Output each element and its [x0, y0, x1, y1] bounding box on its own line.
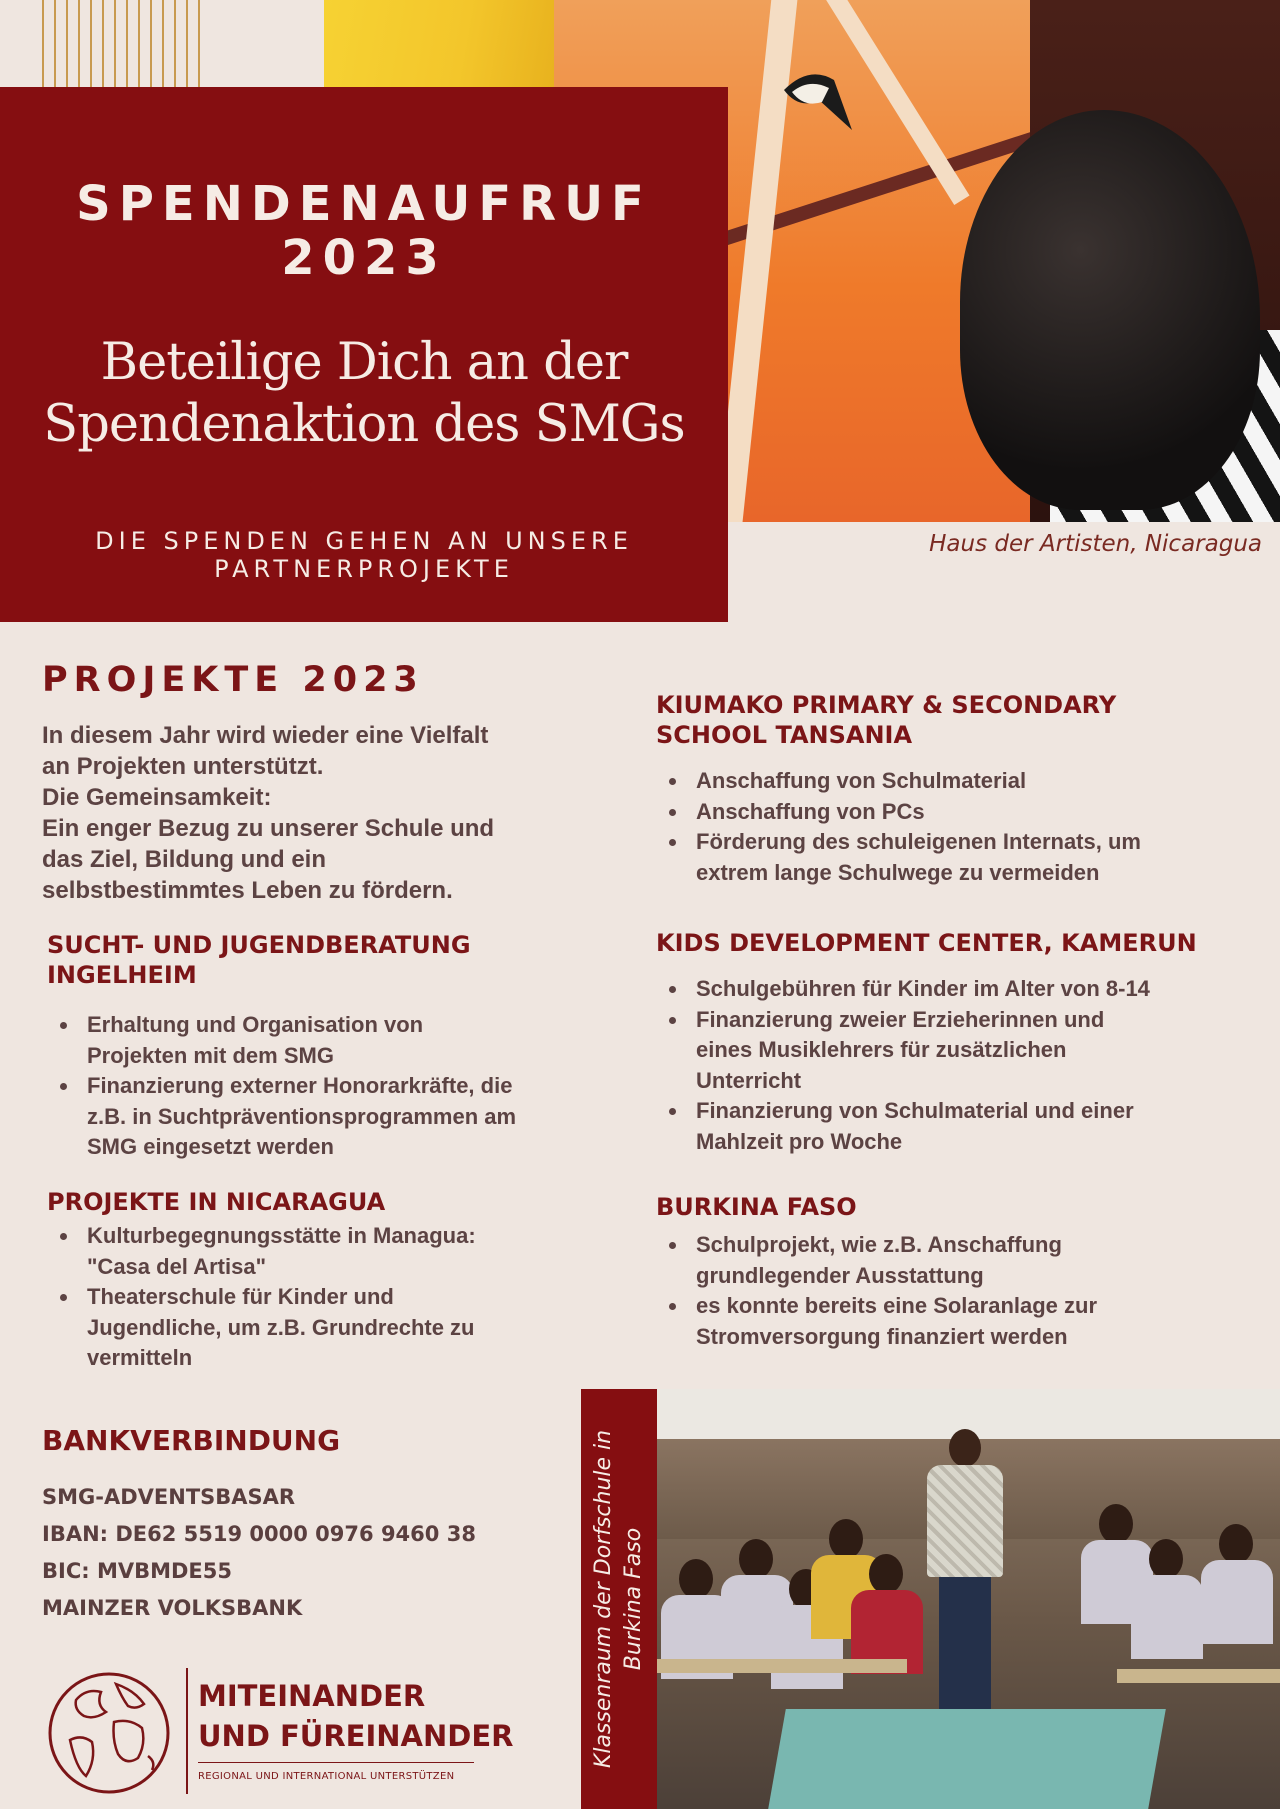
- bank-account-name: SMG-ADVENTSBASAR: [42, 1485, 296, 1509]
- photo-student: [1197, 1524, 1277, 1644]
- section-nicaragua: [47, 1187, 587, 1374]
- list-item: Finanzierung zweier Erzieherinnen und eines Musiklehrers für zusätzlichen Unterricht: [656, 1005, 1256, 1097]
- section-title: SUCHT- UND JUGENDBERATUNG INGELHEIM: [47, 931, 471, 989]
- hero-photo-caption: Haus der Artisten, Nicaragua: [929, 531, 1262, 557]
- logo-tagline: REGIONAL UND INTERNATIONAL UNTERSTÜTZEN: [198, 1771, 455, 1782]
- list-item: Theaterschule für Kinder und Jugendliche, um z.B. Grundrechte zu vermitteln: [47, 1282, 587, 1374]
- hero-box: [0, 87, 728, 622]
- photo-student: [847, 1554, 927, 1674]
- gold-line: [54, 0, 56, 98]
- mural-yellow-area: [324, 0, 554, 90]
- list-item: Finanzierung von Schulmaterial und einer Mahlzeit pro Woche: [656, 1096, 1256, 1157]
- projects-heading: PROJEKTE 2023: [42, 660, 424, 700]
- section-sucht: [47, 930, 587, 1163]
- logo-divider: [186, 1668, 188, 1794]
- logo-name: MITEINANDER UND FÜREINANDER: [198, 1679, 514, 1753]
- gold-line: [198, 0, 200, 93]
- photo-student: [1127, 1539, 1207, 1659]
- photo-desk: [1117, 1669, 1280, 1683]
- section-title: PROJEKTE IN NICARAGUA: [47, 1188, 386, 1216]
- hero-kicker: SPENDENAUFRUF 2023: [76, 176, 652, 286]
- list-item: es konnte bereits eine Solaranlage zur Stromversorgung finanziert werden: [656, 1291, 1236, 1352]
- logo-rule: [198, 1762, 474, 1763]
- section-title: KIUMAKO PRIMARY & SECONDARY SCHOOL TANSANIA: [656, 691, 1117, 749]
- list-item-line: Kulturbegegnungsstätte in Managua: "Casa del Artisa": [87, 1223, 476, 1279]
- gold-line: [42, 0, 44, 93]
- list-item: Schulgebühren für Kinder im Alter von 8-14: [656, 974, 1256, 1005]
- section-title: KIDS DEVELOPMENT CENTER, KAMERUN: [656, 929, 1197, 957]
- list-item: Anschaffung von PCs: [656, 797, 1236, 828]
- projects-intro: In diesem Jahr wird wieder eine Vielfalt an Projekten unterstützt. Die Gemeinsamkeit: Ein enger Bezug zu unserer Schule und das Ziel, Bildung und ein selbstbestimmtes Leben zu fördern.: [42, 722, 495, 904]
- list-item: Schulprojekt, wie z.B. Anschaffung grundlegender Ausstattung: [656, 1230, 1236, 1291]
- globe-logo-icon: [46, 1670, 172, 1796]
- list-item: [47, 1221, 581, 1282]
- classroom-photo: [657, 1389, 1280, 1809]
- gold-line: [186, 0, 188, 98]
- section-kamerun: [656, 928, 1256, 1157]
- section-kiumako: [656, 690, 1236, 888]
- hero-subtitle: Beteilige Dich an der Spendenaktion des SMGs: [43, 333, 685, 454]
- bank-details: [42, 1479, 476, 1627]
- mural-bird-icon: [774, 60, 854, 140]
- photo-teacher: [919, 1429, 1009, 1709]
- list-item: Finanzierung externer Honorarkräfte, die z.B. in Suchtpräventionsprogrammen am SMG eingesetzt werden: [47, 1071, 587, 1163]
- section-title: BURKINA FASO: [656, 1193, 857, 1221]
- photo-table: [768, 1709, 1166, 1809]
- bank-bic: BIC: MVBMDE55: [42, 1559, 232, 1583]
- bank-name: MAINZER VOLKSBANK: [42, 1596, 303, 1620]
- hero-note: DIE SPENDEN GEHEN AN UNSERE PARTNERPROJEKTE: [95, 527, 633, 583]
- bank-iban: IBAN: DE62 5519 0000 0976 9460 38: [42, 1522, 476, 1546]
- list-item: Anschaffung von Schulmaterial: [656, 766, 1236, 797]
- bank-heading: BANKVERBINDUNG: [42, 1424, 341, 1457]
- list-item: Erhaltung und Organisation von Projekten mit dem SMG: [47, 1010, 587, 1071]
- list-item: Förderung des schuleigenen Internats, um extrem lange Schulwege zu vermeiden: [656, 827, 1236, 888]
- photo-desk: [657, 1659, 907, 1673]
- section-burkina: [656, 1192, 1236, 1352]
- classroom-photo-caption: Klassenraum der Dorfschule in Burkina Faso: [591, 1429, 646, 1769]
